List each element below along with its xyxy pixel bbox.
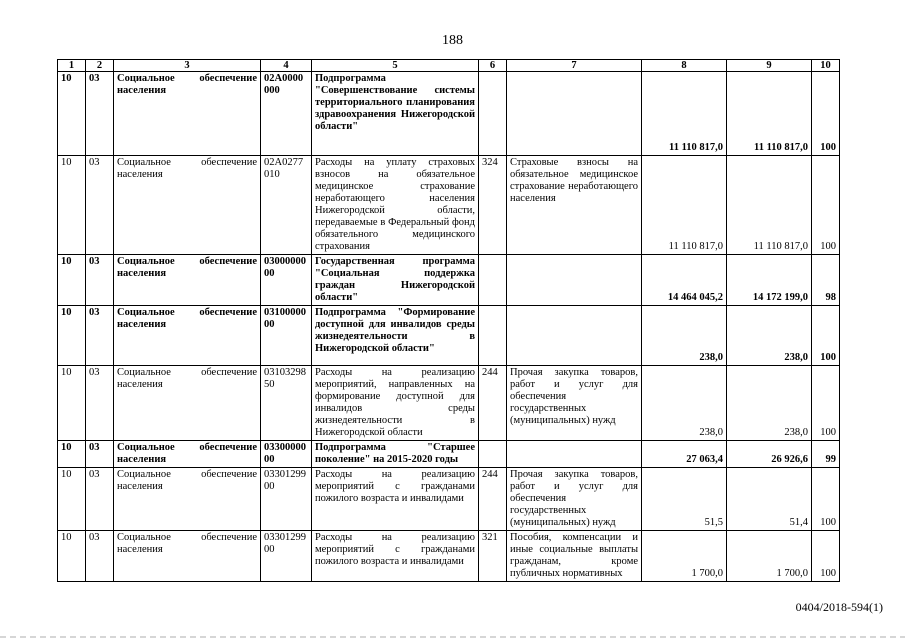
actual-amount-cell: 11 110 817,0 (727, 72, 812, 156)
table-row (58, 366, 840, 441)
column-header: 10 (812, 60, 840, 72)
target-name-cell: Расходы на реализацию мероприятий, направленных на формирование доступной для инвалидов среды жизнедеятельности в Нижегородской области (312, 366, 479, 441)
planned-amount-cell: 11 110 817,0 (642, 156, 727, 255)
percent-cell: 100 (812, 531, 840, 582)
planned-amount-cell: 11 110 817,0 (642, 72, 727, 156)
section-cell: 10 (58, 531, 86, 582)
section-name-cell: Социальное обеспечение населения (114, 255, 261, 306)
target-code-cell: 0330000000 (261, 441, 312, 468)
section-cell: 10 (58, 255, 86, 306)
target-code-cell: 0300000000 (261, 255, 312, 306)
section-name-cell: Социальное обеспечение населения (114, 306, 261, 366)
target-name-cell: Подпрограмма "Совершенствование системы территориального планирования здравоохранения Нижегородской области" (312, 72, 479, 156)
percent-cell: 98 (812, 255, 840, 306)
section-cell: 10 (58, 306, 86, 366)
actual-amount-cell: 14 172 199,0 (727, 255, 812, 306)
expense-type-cell: 324 (479, 156, 507, 255)
section-name-cell: Социальное обеспечение населения (114, 468, 261, 531)
section-cell: 10 (58, 156, 86, 255)
page-number: 188 (442, 33, 463, 48)
column-header: 3 (114, 60, 261, 72)
table-row (58, 441, 840, 468)
section-name-cell: Социальное обеспечение населения (114, 72, 261, 156)
expense-name-cell: Прочая закупка товаров, работ и услуг для обеспечения государственных (муниципальных) нужд (507, 468, 642, 531)
target-name-cell: Подпрограмма "Старшее поколение" на 2015-2020 годы (312, 441, 479, 468)
target-code-cell: 0310329850 (261, 366, 312, 441)
target-code-cell: 0310000000 (261, 306, 312, 366)
expense-type-cell: 244 (479, 468, 507, 531)
document-code: 0404/2018-594(1) (795, 600, 883, 614)
section-cell: 10 (58, 366, 86, 441)
target-name-cell: Расходы на уплату страховых взносов на обязательное медицинское страхование неработающего населения Нижегородской области, передаваемые в Федеральный фонд обязательного медицинского страхования (312, 156, 479, 255)
expense-type-cell: 321 (479, 531, 507, 582)
table-row (58, 531, 840, 582)
actual-amount-cell: 1 700,0 (727, 531, 812, 582)
expense-type-cell (479, 441, 507, 468)
expense-type-cell (479, 306, 507, 366)
target-code-cell: 02А0000000 (261, 72, 312, 156)
table-row (58, 72, 840, 156)
target-code-cell: 0330129900 (261, 531, 312, 582)
expense-name-cell: Пособия, компенсации и иные социальные выплаты гражданам, кроме публичных нормативных (507, 531, 642, 582)
column-header: 1 (58, 60, 86, 72)
target-code-cell: 0330129900 (261, 468, 312, 531)
column-header: 9 (727, 60, 812, 72)
actual-amount-cell: 51,4 (727, 468, 812, 531)
expense-type-cell (479, 255, 507, 306)
section-cell: 10 (58, 441, 86, 468)
section-name-cell: Социальное обеспечение населения (114, 441, 261, 468)
column-header: 4 (261, 60, 312, 72)
actual-amount-cell: 26 926,6 (727, 441, 812, 468)
budget-table (57, 59, 840, 582)
planned-amount-cell: 14 464 045,2 (642, 255, 727, 306)
planned-amount-cell: 1 700,0 (642, 531, 727, 582)
subsection-cell: 03 (86, 468, 114, 531)
actual-amount-cell: 238,0 (727, 306, 812, 366)
expense-name-cell (507, 441, 642, 468)
column-header: 6 (479, 60, 507, 72)
percent-cell: 100 (812, 366, 840, 441)
target-name-cell: Расходы на реализацию мероприятий с гражданами пожилого возраста и инвалидами (312, 468, 479, 531)
scan-edge-divider (0, 636, 905, 638)
expense-type-cell (479, 72, 507, 156)
target-code-cell: 02А0277010 (261, 156, 312, 255)
actual-amount-cell: 11 110 817,0 (727, 156, 812, 255)
target-name-cell: Расходы на реализацию мероприятий с гражданами пожилого возраста и инвалидами (312, 531, 479, 582)
subsection-cell: 03 (86, 255, 114, 306)
subsection-cell: 03 (86, 441, 114, 468)
subsection-cell: 03 (86, 531, 114, 582)
target-name-cell: Подпрограмма "Формирование доступной для инвалидов среды жизнедеятельности в Нижегородской области" (312, 306, 479, 366)
column-header: 8 (642, 60, 727, 72)
table-row (58, 468, 840, 531)
percent-cell: 100 (812, 306, 840, 366)
column-header: 2 (86, 60, 114, 72)
expense-name-cell (507, 255, 642, 306)
column-header: 7 (507, 60, 642, 72)
percent-cell: 100 (812, 72, 840, 156)
section-name-cell: Социальное обеспечение населения (114, 366, 261, 441)
column-header: 5 (312, 60, 479, 72)
header-row (58, 60, 840, 72)
percent-cell: 100 (812, 156, 840, 255)
subsection-cell: 03 (86, 72, 114, 156)
expense-name-cell: Прочая закупка товаров, работ и услуг для обеспечения государственных (муниципальных) нужд (507, 366, 642, 441)
table-row (58, 306, 840, 366)
percent-cell: 100 (812, 468, 840, 531)
table-row (58, 255, 840, 306)
planned-amount-cell: 51,5 (642, 468, 727, 531)
expense-name-cell: Страховые взносы на обязательное медицинское страхование неработающего населения (507, 156, 642, 255)
actual-amount-cell: 238,0 (727, 366, 812, 441)
section-cell: 10 (58, 72, 86, 156)
subsection-cell: 03 (86, 306, 114, 366)
section-name-cell: Социальное обеспечение населения (114, 531, 261, 582)
table-row (58, 156, 840, 255)
planned-amount-cell: 238,0 (642, 366, 727, 441)
planned-amount-cell: 238,0 (642, 306, 727, 366)
target-name-cell: Государственная программа "Социальная поддержка граждан Нижегородской области" (312, 255, 479, 306)
subsection-cell: 03 (86, 366, 114, 441)
section-name-cell: Социальное обеспечение населения (114, 156, 261, 255)
section-cell: 10 (58, 468, 86, 531)
percent-cell: 99 (812, 441, 840, 468)
subsection-cell: 03 (86, 156, 114, 255)
expense-name-cell (507, 72, 642, 156)
planned-amount-cell: 27 063,4 (642, 441, 727, 468)
expense-type-cell: 244 (479, 366, 507, 441)
expense-name-cell (507, 306, 642, 366)
